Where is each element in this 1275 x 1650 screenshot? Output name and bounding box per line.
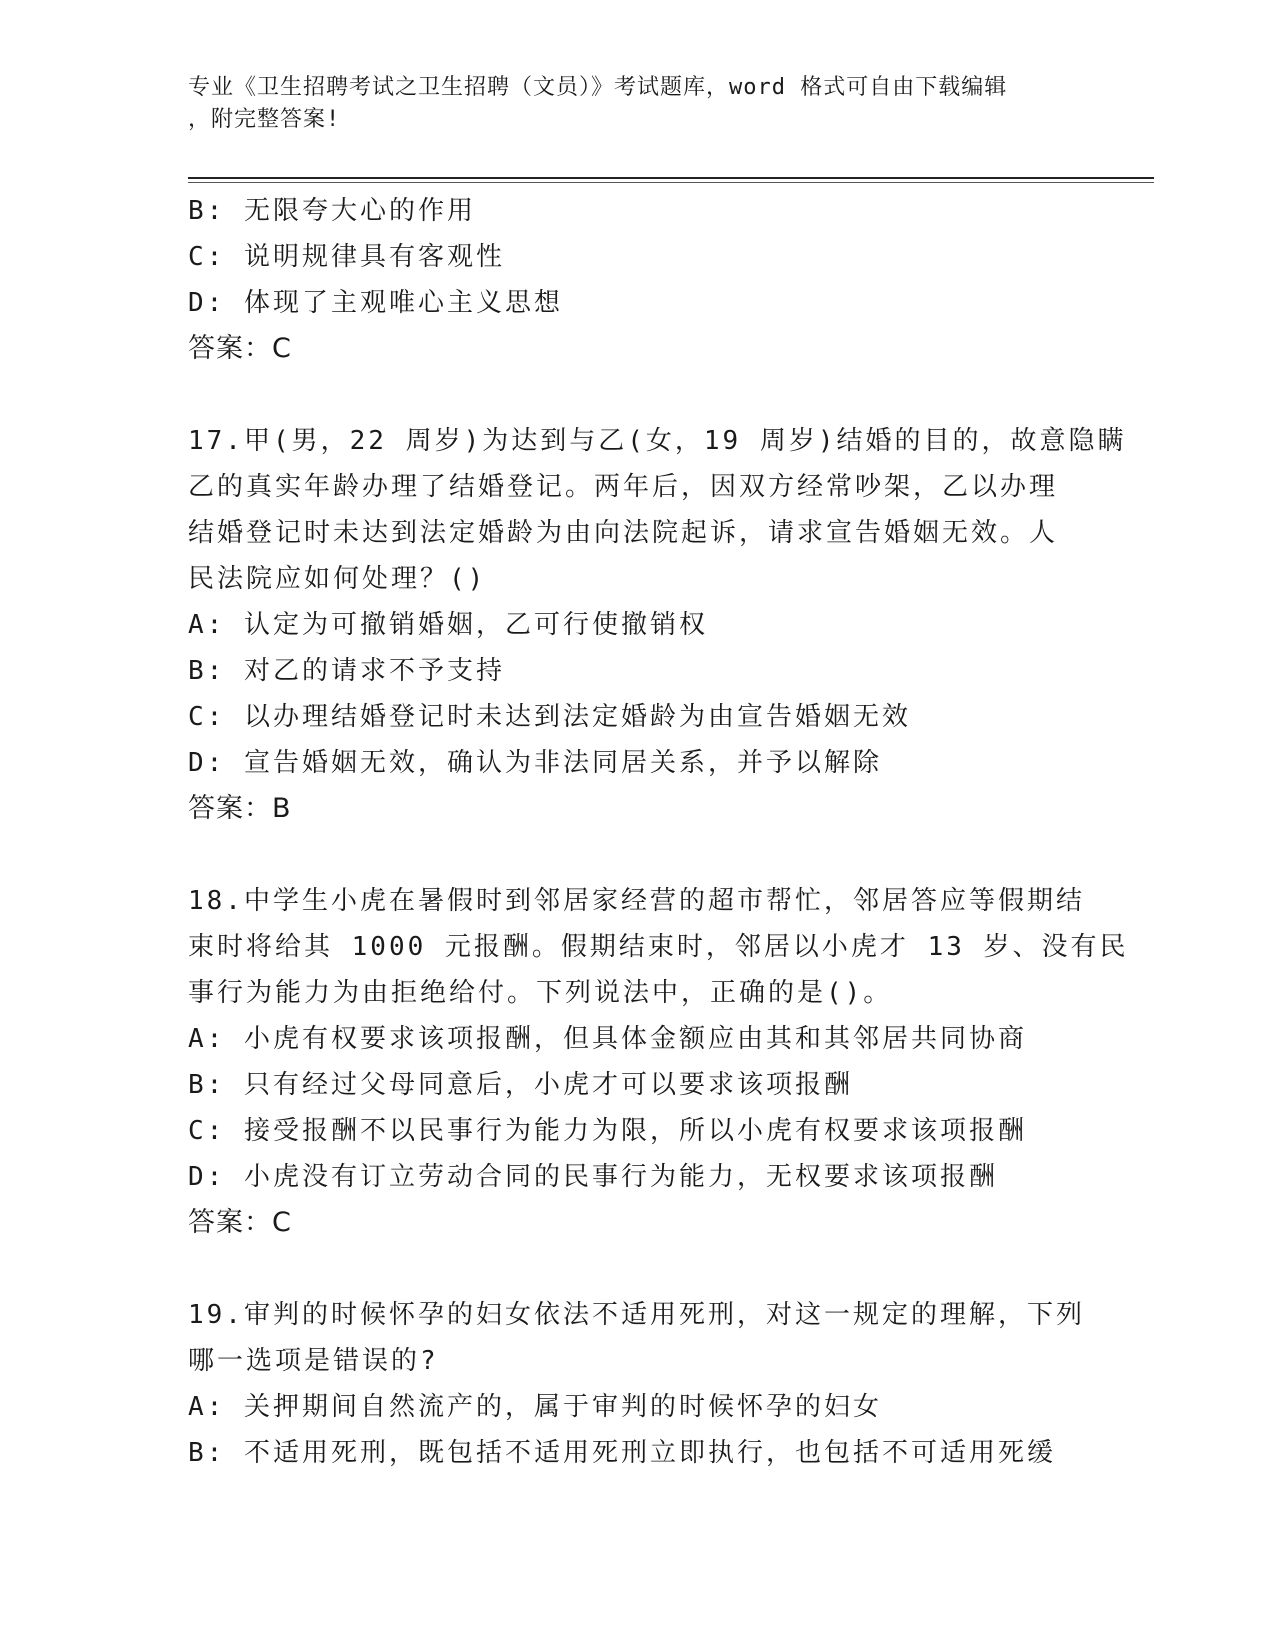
question-text-line: 19.审判的时候怀孕的妇女依法不适用死刑，对这一规定的理解，下列: [188, 1300, 1085, 1330]
question-text-line: 结婚登记时未达到法定婚龄为由向法院起诉，请求宣告婚姻无效。人: [188, 518, 1059, 548]
answer: 答案：C: [188, 333, 292, 364]
option-d: D: 宣告婚姻无效，确认为非法同居关系，并予以解除: [188, 748, 882, 778]
question-18: [188, 878, 1129, 1246]
question-text-line: 哪一选项是错误的?: [188, 1346, 439, 1376]
spacer: [188, 372, 1088, 418]
question-text-line: 事行为能力为由拒绝给付。下列说法中，正确的是()。: [188, 978, 893, 1008]
question-text-line: 民法院应如何处理？(): [188, 564, 487, 594]
question-text-line: 18.中学生小虎在暑假时到邻居家经营的超市帮忙，邻居答应等假期结: [188, 886, 1085, 916]
option-b: B: 只有经过父母同意后，小虎才可以要求该项报酬: [188, 1070, 853, 1100]
question-19: [188, 1292, 1088, 1476]
question-text-line: 束时将给其 1000 元报酬。假期结束时，邻居以小虎才 13 岁、没有民: [188, 932, 1129, 962]
option-d: D: 小虎没有订立劳动合同的民事行为能力，无权要求该项报酬: [188, 1162, 998, 1192]
question-text-line: 乙的真实年龄办理了结婚登记。两年后，因双方经常吵架，乙以办理: [188, 472, 1059, 502]
answer: 答案：C: [188, 1207, 292, 1238]
option-c: C: 以办理结婚登记时未达到法定婚龄为由宣告婚姻无效: [188, 702, 911, 732]
question-text-line: 17.甲(男，22 周岁)为达到与乙(女，19 周岁)结婚的目的，故意隐瞒: [188, 426, 1127, 456]
answer: 答案：B: [188, 793, 292, 824]
header-divider-thick: [188, 177, 1154, 179]
option-c: C: 接受报酬不以民事行为能力为限，所以小虎有权要求该项报酬: [188, 1116, 1027, 1146]
header-divider-thin: [188, 182, 1154, 183]
question-list: [188, 188, 1129, 1476]
spacer: [188, 832, 1088, 878]
option-a: A: 认定为可撤销婚姻，乙可行使撤销权: [188, 610, 708, 640]
option-b: B: 不适用死刑，既包括不适用死刑立即执行，也包括不可适用死缓: [188, 1438, 1056, 1468]
header-line-2: ，附完整答案!: [188, 107, 341, 132]
header-line-1: 专业《卫生招聘考试之卫生招聘（文员）》考试题库，word 格式可自由下载编辑: [188, 75, 1008, 100]
question-16-tail: [188, 188, 1088, 372]
option-b: B: 对乙的请求不予支持: [188, 656, 505, 686]
question-17: [188, 418, 1127, 832]
option-a: A: 关押期间自然流产的，属于审判的时候怀孕的妇女: [188, 1392, 882, 1422]
option-a: A: 小虎有权要求该项报酬，但具体金额应由其和其邻居共同协商: [188, 1024, 1027, 1054]
spacer: [188, 1246, 1088, 1292]
option-b: B: 无限夸大心的作用: [188, 196, 476, 226]
document-header: [188, 72, 1088, 136]
option-d: D: 体现了主观唯心主义思想: [188, 288, 563, 318]
option-c: C: 说明规律具有客观性: [188, 242, 505, 272]
